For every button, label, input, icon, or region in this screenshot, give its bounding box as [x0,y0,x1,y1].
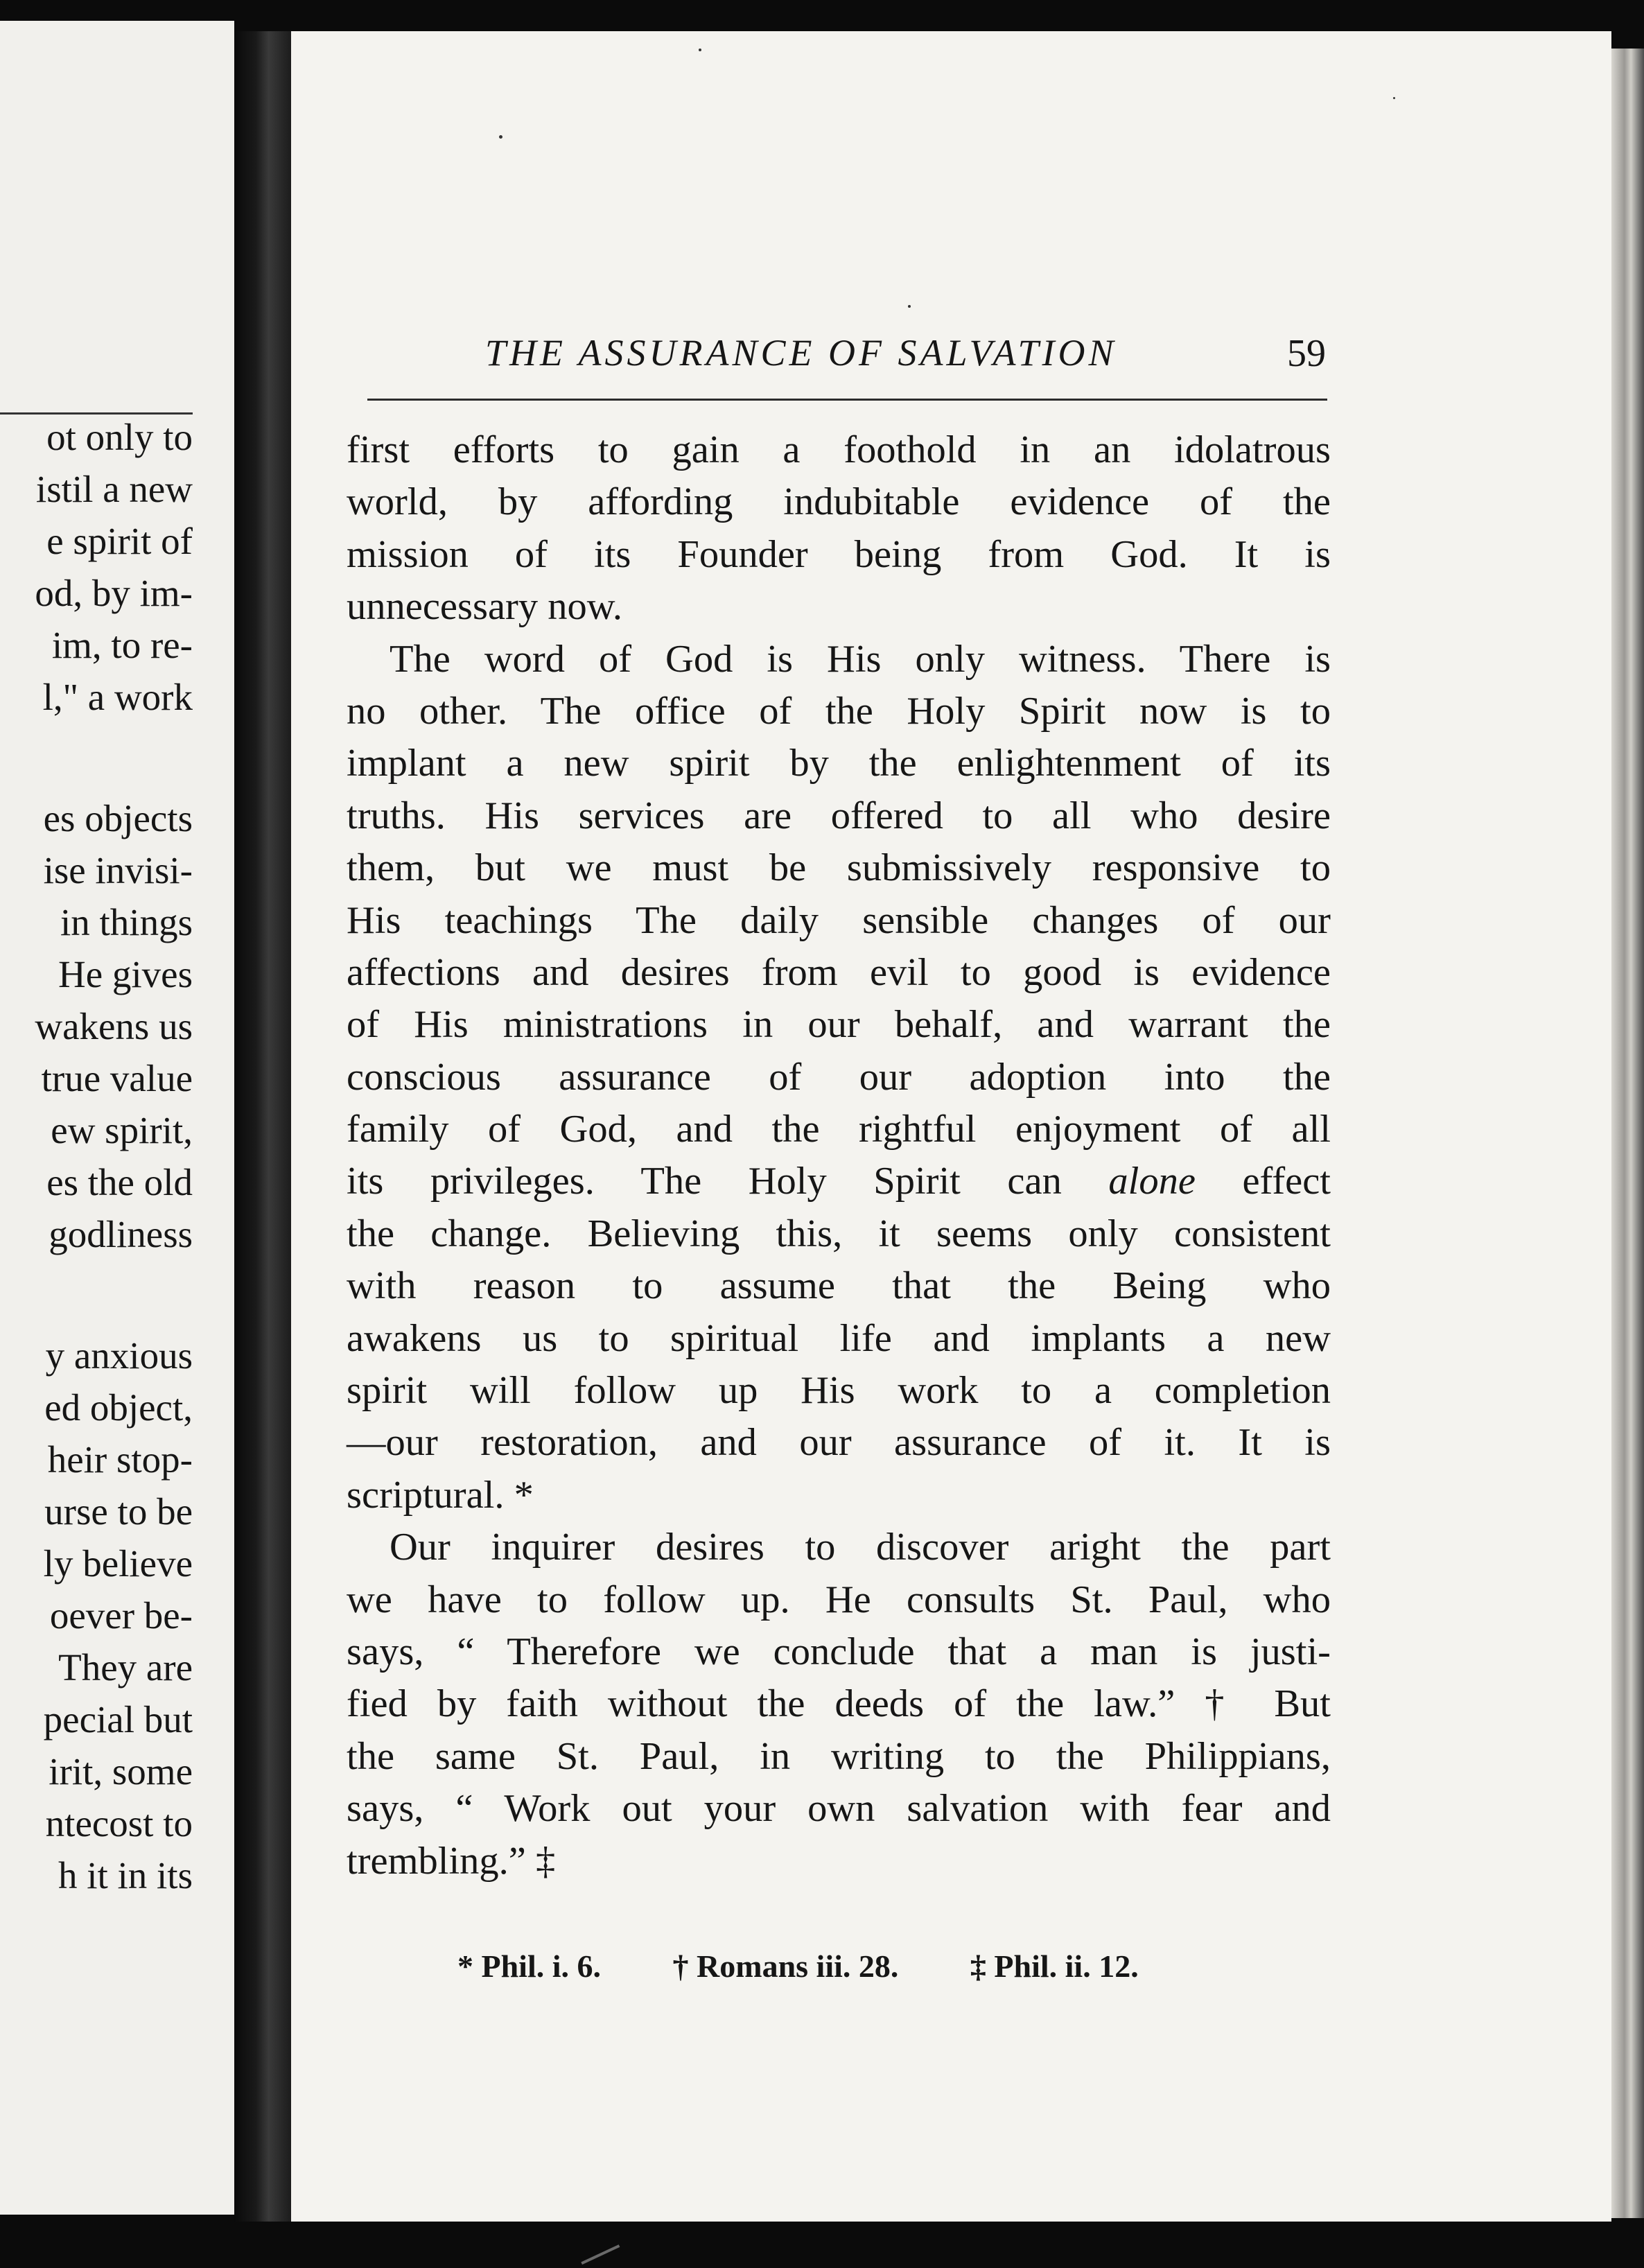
text-line: Our inquirer desires to discover aright the part [390,1526,1331,1569]
text-line: implant a new spirit by the enlightenment of its [347,742,1331,785]
emphasis: alone [1108,1160,1196,1203]
text-line: affections and desires from evil to good is evidence [347,950,1331,994]
text-line: truths. His services are offered to all who desire [347,794,1331,837]
text-line: family of God, and the rightful enjoyment of all [347,1108,1331,1151]
footnotes [457,1948,1203,1984]
left-page-line: oever be- [49,1594,193,1637]
text-line: the same St. Paul, in writing to the Philippians, [347,1734,1331,1778]
page-number: 59 [1287,332,1326,375]
left-page-line: He gives [58,953,193,995]
text-line: them, but we must be submissively responsive to [347,846,1331,890]
running-head: THE ASSURANCE OF SALVATION [485,332,1117,374]
text-line: spirit will follow up His work to a completion [347,1369,1331,1413]
scan-mark [572,2226,620,2265]
print-speck [499,135,502,139]
text-line: the change. Believing this, it seems only consistent [347,1212,1331,1255]
left-page-line: heir stop- [47,1438,193,1481]
text-line: says, “ Work out your own salvation with fear and [347,1787,1331,1831]
text-line: trembling.” ‡ [347,1839,556,1883]
text-line: first efforts to gain a foothold in an idolatrous [347,428,1331,471]
left-page-line: wakens us [35,1005,193,1047]
left-page-line: They are [58,1646,193,1689]
left-page-line: pecial but [43,1698,193,1741]
book-gutter [234,31,297,2222]
text-run: its privileges. The Holy Spirit can [347,1160,1062,1203]
left-page-line: ise invisi- [43,849,193,891]
print-speck [908,305,911,308]
footnote: † Romans iii. 28. [672,1948,899,1984]
text-line: mission of its Founder being from God. It is [347,532,1331,576]
text-run: effect [1242,1160,1331,1203]
text-line: world, by affording indubitable evidence of the [347,480,1331,524]
text-line: says, “ Therefore we conclude that a man is justi- [347,1630,1331,1673]
left-page-line: im, to re- [51,624,193,666]
left-page-line: in things [60,901,193,943]
left-page-line: irit, some [49,1750,193,1792]
left-page-line: ew spirit, [51,1109,193,1151]
previous-page-fragment [0,21,234,2215]
left-page-line: h it in its [58,1854,193,1896]
left-page-line: true value [41,1057,193,1099]
footnote: ‡ Phil. ii. 12. [970,1948,1139,1984]
left-page-line: istil a new [35,468,193,510]
left-page-line: e spirit of [46,520,193,562]
text-line: The word of God is His only witness. There is [390,637,1331,681]
text-line: no other. The office of the Holy Spirit now is to [347,689,1331,733]
text-line: fied by faith without the deeds of the law.” † But [347,1682,1331,1726]
text-line: with reason to assume that the Being who [347,1264,1331,1308]
left-page-line: es the old [46,1161,193,1203]
left-page-line: urse to be [44,1490,193,1533]
text-line [347,1155,1331,1207]
print-speck [1393,97,1395,99]
text-line: we have to follow up. He consults St. Paul, who [347,1578,1331,1621]
body-text [347,424,1331,1887]
left-page-line: ed object, [44,1386,193,1429]
left-page-line: ot only to [46,416,193,458]
footnote: * Phil. i. 6. [457,1948,602,1984]
left-page-line: ntecost to [45,1802,193,1844]
text-line: His teachings The daily sensible changes of our [347,898,1331,942]
print-speck [699,49,701,51]
left-page-line: es objects [43,797,193,839]
text-line: unnecessary now. [347,585,622,629]
left-page-line: godliness [49,1213,193,1255]
left-page-line: od, by im- [35,572,193,614]
text-line: —our restoration, and our assurance of it. It is [347,1421,1331,1465]
text-line: scriptural. * [347,1473,534,1517]
page-edge [1611,49,1644,2218]
text-line: conscious assurance of our adoption into the [347,1055,1331,1099]
text-line: of His ministrations in our behalf, and warrant the [347,1003,1331,1047]
left-page-line: ly believe [43,1542,193,1585]
text-line: awakens us to spiritual life and implants a new [347,1316,1331,1360]
header-rule [367,399,1327,401]
left-page-line: l," a work [42,676,193,718]
left-page-line: y anxious [45,1334,193,1377]
